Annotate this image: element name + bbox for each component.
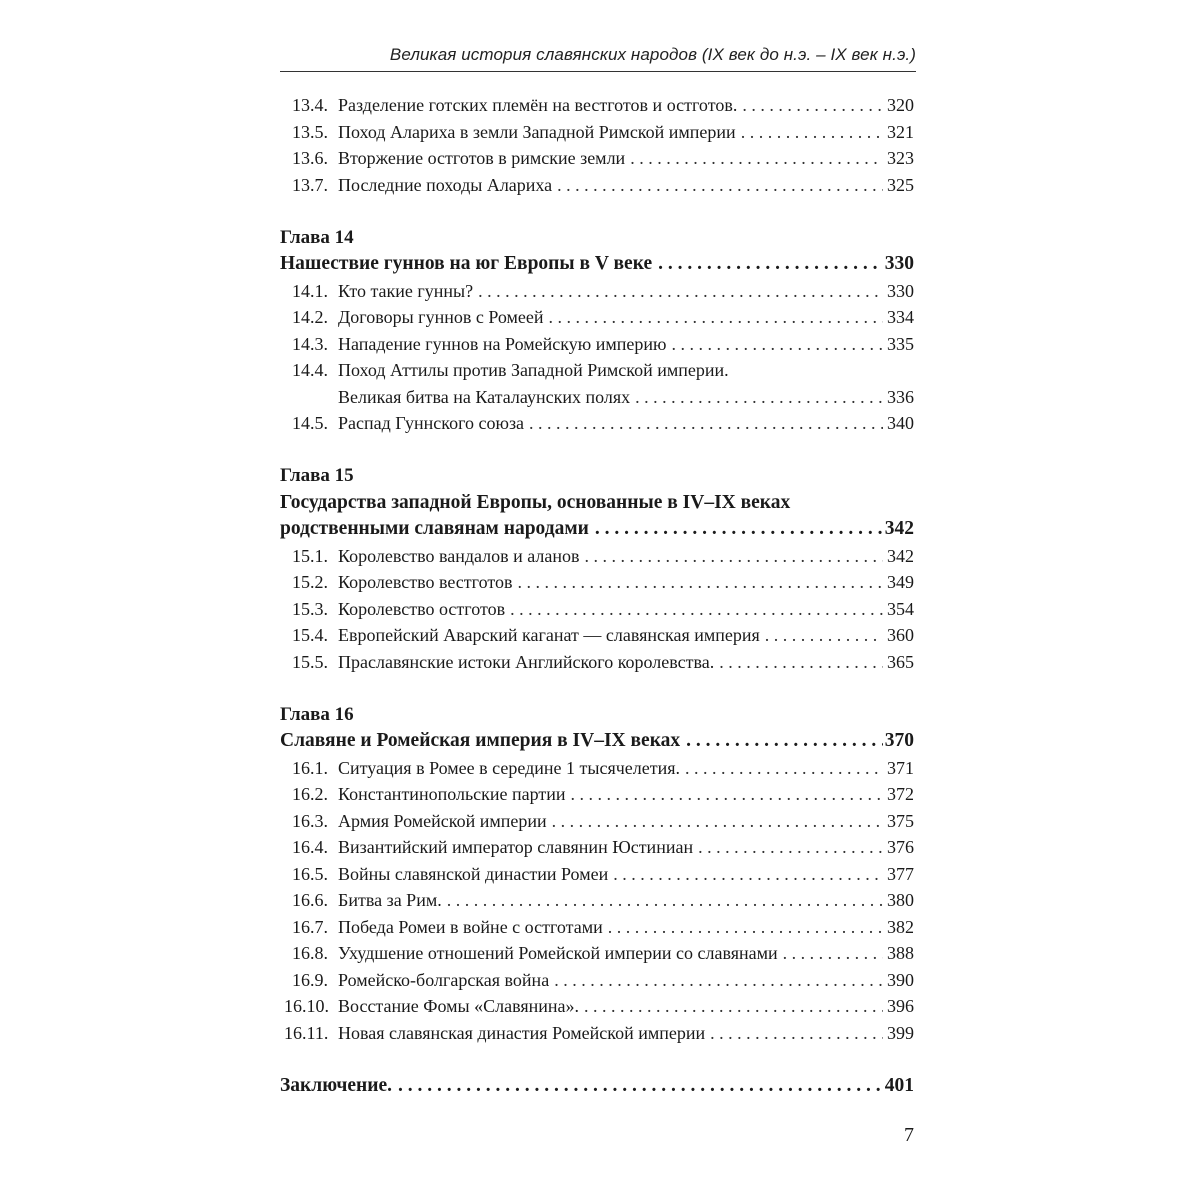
toc-entry-page: 320 [887,95,914,115]
toc-entry[interactable] [280,304,914,331]
toc-entry-title: Последние походы Алариха [338,174,553,195]
toc-entry-title: Поход Аттилы против Западной Римской империи. [338,360,729,380]
toc-entry[interactable] [280,543,914,570]
dot-leader [478,278,883,305]
toc-entry-title: Королевство вестготов [338,572,513,592]
toc-entry[interactable] [280,755,914,782]
toc-entry-title: Армия Ромейской империи [338,810,547,831]
conclusion-title: Заключение. [280,1074,393,1096]
toc-entry[interactable] [280,145,914,172]
toc-entry-continuation[interactable] [280,384,914,411]
toc-entry-number: 14.5. [292,413,328,433]
toc-entry-number: 16.1. [292,757,328,778]
toc-entry-title: Победа Ромеи в войне с остготами [338,916,603,937]
toc-entry-number: 16.4. [292,837,328,857]
chapter-label: Глава 14 [280,226,354,248]
toc-entry[interactable] [280,278,914,305]
toc-entry-page: 380 [887,890,914,910]
chapter-label: Глава 16 [280,703,354,725]
chapter-title-entry[interactable] [280,251,914,278]
running-header: Великая история славянских народов (IX век до н.э. – IX век н.э.) [389,45,916,64]
toc-entry-number: 14.1. [292,280,328,301]
dot-leader [671,331,883,358]
spacer [280,1046,914,1073]
chapter-title-continued: родственными славянам народами [280,518,589,539]
dot-leader [719,649,883,676]
dot-leader [584,993,883,1020]
toc-entry-number: 16.9. [292,969,328,990]
toc-entry-title: Войны славянской династии Ромеи [338,863,609,884]
spacer [280,675,914,702]
toc-entry-number: 16.10. [284,996,329,1016]
dot-leader [613,861,883,888]
toc-entry[interactable] [280,914,914,941]
dot-leader [742,92,883,119]
toc-entry[interactable] [280,649,914,676]
dot-leader [549,304,883,331]
toc-entry-number: 15.4. [292,625,328,645]
toc-entry-title: Византийский император славянин Юстиниан [338,837,694,857]
page-number: 7 [904,1124,914,1146]
spacer [280,198,914,225]
toc-entry[interactable] [280,781,914,808]
toc-entry[interactable] [280,967,914,994]
toc-entry[interactable] [280,887,914,914]
toc-entry-number: 13.4. [292,95,328,115]
toc-entry-title: Восстание Фомы «Славянина». [338,996,580,1016]
toc-entry[interactable] [280,569,914,596]
dot-leader [635,384,883,411]
toc-entry-title: Ухудшение отношений Ромейской империи со славянами [338,943,778,963]
toc-entry-page: 334 [887,307,914,327]
toc-entry[interactable] [280,331,914,358]
toc-entry-title: Вторжение остготов в римские земли [338,148,626,168]
toc-entry-title: Битва за Рим. [338,890,442,910]
toc-entry[interactable] [280,861,914,888]
toc-entry-page: 376 [887,837,914,857]
toc-entry-number: 16.5. [292,863,328,884]
toc-entry-page: 396 [887,996,914,1016]
dot-leader [529,410,883,437]
toc-entry-number: 14.3. [292,333,328,354]
toc-entry[interactable] [280,92,914,119]
toc-entry-title: Договоры гуннов с Ромеей [338,307,544,327]
toc-entry-page: 336 [887,386,914,407]
toc-entry-page: 354 [887,598,914,619]
toc-entry-page: 390 [887,969,914,990]
toc-entry-title: Ромейско-болгарская война [338,969,550,990]
toc-entry[interactable] [280,993,914,1020]
conclusion-page: 401 [884,1074,914,1096]
toc-entry-number: 16.11. [284,1022,329,1043]
toc-entry-title: Королевство вандалов и аланов [338,545,580,566]
toc-entry-number: 14.4. [292,360,328,380]
dot-leader [554,967,883,994]
toc-entry-number: 16.3. [292,810,328,831]
toc-entry-number: 16.8. [292,943,328,963]
dot-leader [658,251,883,278]
dot-leader [571,781,883,808]
toc-entry-page: 377 [887,863,914,884]
toc-entry-title: Нападение гуннов на Ромейскую империю [338,333,667,354]
toc-entry-title: Поход Алариха в земли Западной Римской империи [338,121,736,142]
toc-entry[interactable] [280,357,914,384]
chapter-title: Славяне и Ромейская империя в IV–IX веках [280,730,681,751]
chapter-title-entry[interactable] [280,728,914,755]
dot-leader [608,914,883,941]
toc-entry-page: 342 [887,545,914,566]
toc-entry-page: 371 [887,757,914,778]
toc-entry-number: 13.7. [292,174,328,195]
toc-entry[interactable] [280,1020,914,1047]
dot-leader [510,596,883,623]
toc-entry-title: Распад Гуннского союза [338,413,525,433]
toc-entry-number: 13.6. [292,148,328,168]
dot-leader [698,834,883,861]
dot-leader [557,172,883,199]
toc-entry-number: 15.3. [292,598,328,619]
toc-entry[interactable] [280,808,914,835]
dot-leader [710,1020,883,1047]
toc-entry-title: Ситуация в Ромее в середине 1 тысячелетия. [338,757,681,778]
toc-entry-page: 321 [887,121,914,142]
dot-leader [398,1073,883,1100]
chapter-page: 330 [884,253,914,274]
toc-entry-number: 15.2. [292,572,328,592]
dot-leader [595,516,883,543]
dot-leader [685,755,883,782]
toc-entry-number: 13.5. [292,121,328,142]
chapter-page: 370 [884,730,914,751]
toc-entry[interactable] [280,622,914,649]
dot-leader [686,728,883,755]
toc-entry-title: Кто такие гунны? [338,280,474,301]
toc-entry[interactable] [280,596,914,623]
chapter-page: 342 [884,518,914,539]
dot-leader [741,119,883,146]
toc-entry-title: Праславянские истоки Английского королевства. [338,651,715,672]
toc-entry-number: 16.7. [292,916,328,937]
dot-leader [552,808,883,835]
toc-entry[interactable] [280,940,914,967]
toc-entry-page: 335 [887,333,914,354]
toc-entry-title: Новая славянская династия Ромейской империи [338,1022,706,1043]
chapter-title[interactable]: Государства западной Европы, основанные в IV–IX веках [280,491,791,513]
toc-entry-page: 325 [887,174,914,195]
chapter-title-entry[interactable] [280,516,914,543]
toc-entry-page: 372 [887,784,914,804]
toc-entry-page: 349 [887,572,914,592]
toc-entry-page: 399 [887,1022,914,1043]
toc-entry-page: 330 [887,280,914,301]
toc-entry-page: 323 [887,148,914,168]
toc-entry[interactable] [280,410,914,437]
conclusion-entry[interactable] [280,1073,914,1100]
dot-leader [447,887,883,914]
toc-entry-number: 14.2. [292,307,328,327]
chapter-label: Глава 15 [280,465,354,486]
toc-entry-page: 375 [887,810,914,831]
toc-entry-number: 15.1. [292,545,328,566]
dot-leader [517,569,883,596]
toc-entry[interactable] [280,119,914,146]
toc-entry-title: Европейский Аварский каганат — славянская империя [338,625,760,645]
toc-entry-title-continued: Великая битва на Каталаунских полях [338,386,631,407]
header-rule [280,71,916,72]
toc-entry-number: 16.2. [292,784,328,804]
dot-leader [783,940,883,967]
toc-entry-title: Константинопольские партии [338,784,566,804]
dot-leader [585,543,883,570]
spacer [280,437,914,464]
chapter-title: Нашествие гуннов на юг Европы в V веке [280,253,653,274]
table-of-contents [280,92,914,1099]
toc-entry-title: Разделение готских племён на вестготов и остготов. [338,95,738,115]
toc-entry-page: 365 [887,651,914,672]
toc-entry-number: 16.6. [292,890,328,910]
toc-entry-page: 340 [887,413,914,433]
toc-entry-title: Королевство остготов [338,598,506,619]
dot-leader [630,145,883,172]
toc-entry[interactable] [280,834,914,861]
dot-leader [765,622,883,649]
toc-entry-page: 388 [887,943,914,963]
toc-entry-number: 15.5. [292,651,328,672]
toc-entry-page: 360 [887,625,914,645]
toc-entry-page: 382 [887,916,914,937]
toc-entry[interactable] [280,172,914,199]
